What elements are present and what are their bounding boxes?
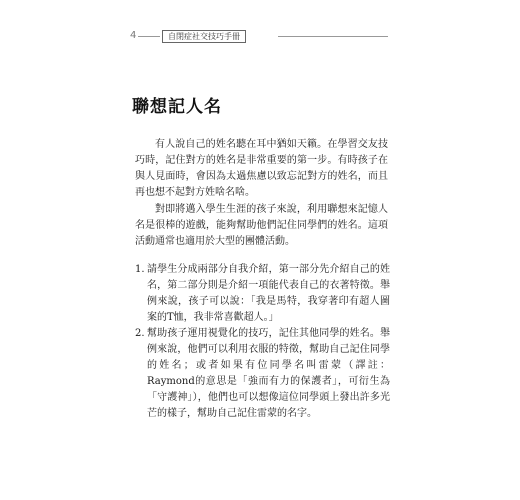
book-title: 自閉症社交技巧手冊 (162, 30, 246, 43)
section-title: 聯想記人名 (132, 97, 222, 117)
paragraph-2-container (135, 202, 388, 250)
numbered-list (135, 262, 390, 422)
list-item-text: 幫助孩子運用視覺化的技巧，記住其他同學的姓名。舉例來說，他們可以利用衣服的特徵，幫助自己記住同學的姓名；或者如果有位同學名叫雷蒙（譯註：Raymond的意思是「強而有力的保護者」，可衍生為「守護神」），他們也可以想像這位同學頭上發出許多光芒的樣子，幫助自己記住雷蒙的名字。 (147, 328, 390, 419)
list-item-text: 請學生分成兩部分自我介紹，第一部分先介紹自己的姓名，第二部分則是介紹一項能代表自己的衣著特徵。舉例來說，孩子可以說：「我是馬特，我穿著印有超人圖案的T恤，我非常喜歡超人。」 (147, 264, 390, 323)
header-rule-right (278, 36, 388, 37)
list-item-number: 2. (135, 328, 145, 339)
running-header (130, 30, 390, 44)
paragraph-1: 有人說自己的姓名聽在耳中猶如天籟。在學習交友技巧時，記住對方的姓名是非常重要的第一步。有時孩子在與人見面時，會因為太過焦慮以致忘記對方的姓名，而且再也想不起對方姓啥名啥。 (135, 139, 388, 198)
list-item-number: 1. (135, 264, 145, 275)
paragraph-1-container (135, 137, 388, 201)
list-item (135, 326, 390, 422)
header-rule-left (138, 36, 160, 37)
paragraph-2: 對即將邁入學生生涯的孩子來說，利用聯想來記憶人名是很棒的遊戲，能夠幫助他們記住同學們的姓名。這項活動通常也適用於大型的團體活動。 (135, 204, 388, 247)
list-item (135, 262, 390, 326)
page-number: 4 (130, 30, 137, 41)
